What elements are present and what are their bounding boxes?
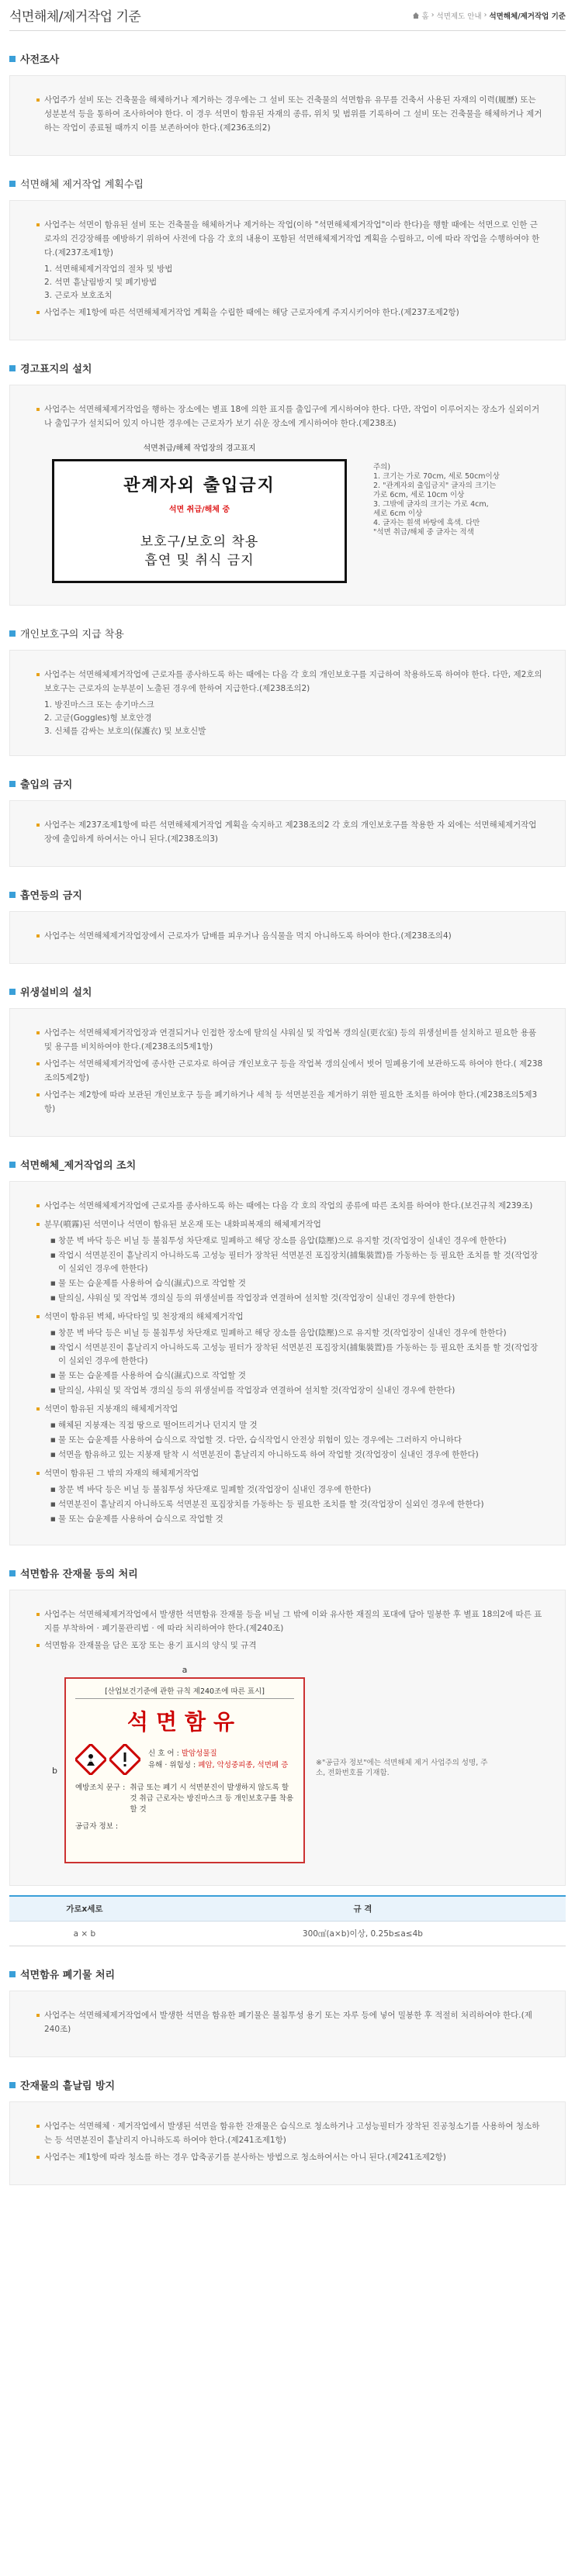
section-box bbox=[9, 911, 566, 964]
signal-value: 발암성물질 bbox=[181, 1749, 217, 1758]
dimension-a: a bbox=[182, 1665, 188, 1675]
section-title: 개인보호구의 지급 착용 bbox=[9, 626, 566, 641]
paragraph: 사업주는 제1항에 따라 청소를 하는 경우 압축공기를 분사하는 방법으로 청소하여서는 아니 된다.(제241조제2항) bbox=[36, 2150, 543, 2164]
section-box bbox=[9, 800, 566, 867]
work-group bbox=[36, 1466, 543, 1526]
harm-value: 폐암, 악성중피종, 석면폐 증 bbox=[198, 1761, 289, 1770]
warning-sign-figure bbox=[36, 441, 543, 583]
section-title: 흡연등의 금지 bbox=[9, 887, 566, 902]
section-box bbox=[9, 2101, 566, 2185]
list-item: 3. 신체를 감싸는 보호의(保護衣) 및 보호신발 bbox=[44, 727, 206, 736]
paragraph: 석면함유 잔재물을 담은 포장 또는 용기 표시의 양식 및 규격 bbox=[36, 1638, 543, 1652]
group-heading: 석면이 함유된 그 밖의 자재의 해체제거작업 bbox=[36, 1466, 543, 1480]
check-item: ■ 물 또는 습윤제를 사용하여 습식(濕式)으로 작업할 것 bbox=[36, 1277, 543, 1290]
paragraph: 사업주는 석면해체제거작업에 종사한 근로자로 하여금 개인보호구 등을 작업복 갱의실에서 벗어 밀폐용기에 보관하도록 하여야 한다.( 제238조의5제2항) bbox=[36, 1057, 543, 1085]
paragraph: 사업주는 석면이 함유된 설비 또는 건축물을 해체하거나 제거하는 작업(이하 "석면해체제거작업"이라 한다)을 행할 때에는 석면으로 인한 근로자의 건강장해를 예방하기 위하여 사전에 다음 각 호의 내용이 포함된 석면해체제거작업 계획을 수립하고, 이에 따라 작업을 수행하여야 한다.(제237조제1항) bbox=[36, 218, 543, 260]
paragraph: 사업주는 석면해체제거작업에서 발생한 석면함유 잔재물 등을 비닐 그 밖에 이와 유사한 재질의 포대에 담아 밀봉한 후 별표 18의2에 따른 표지를 부착하여 · 폐기물관리법 · 에 따라 처리하여야 한다.(제240조) bbox=[36, 1607, 543, 1635]
paragraph: 사업주는 제2항에 따라 보관된 개인보호구 등을 폐기하거나 세척 등 석면분진을 제거하기 위한 필요한 조치를 하여야 한다.(제238조의5제3항) bbox=[36, 1088, 543, 1116]
square-bullet-icon bbox=[9, 1570, 16, 1576]
section-box bbox=[9, 650, 566, 756]
check-item: ■ 작업시 석면분진이 흩날리지 아니하도록 고성능 필터가 장착된 석면분진 포집장치(捕集裝置)를 가동하는 등 필요한 조치를 할 것(작업장이 실외인 경우에 한한다) bbox=[36, 1249, 543, 1276]
signal-label: 신 호 어 : bbox=[148, 1749, 179, 1758]
sign-line-2: 석면 취급/해체 중 bbox=[168, 506, 230, 514]
table-header: 가로x세로 bbox=[9, 1896, 160, 1922]
home-icon[interactable] bbox=[412, 12, 420, 19]
sign-line-1: 관계자외 출입금지 bbox=[123, 476, 275, 496]
sign-notes: 주의) 1. 크기는 가로 70cm, 세로 50cm이상 2. "관계자외 출입금지" 글자의 크기는 가로 6cm, 세로 10cm 이상 3. 그밖에 글자의 크기는 가로 4cm, 세로 6cm 이상 4. 글자는 흰색 바탕에 흑색. 다만 "석면 취급/해체 중 글자는 적색 bbox=[373, 463, 500, 537]
breadcrumb-item[interactable]: 석면제도 안내 bbox=[436, 12, 482, 21]
dimension-b: b bbox=[52, 1765, 57, 1776]
square-bullet-icon bbox=[9, 781, 16, 787]
table-cell: 300㎠(a×b)이상, 0.25b≤a≤4b bbox=[160, 1922, 566, 1946]
square-bullet-icon bbox=[9, 989, 16, 995]
section-title: 출입의 금지 bbox=[9, 776, 566, 791]
check-item: ■ 해체된 지붕재는 직접 땅으로 떨어뜨리거나 던지지 말 것 bbox=[36, 1419, 543, 1432]
check-item: ■ 물 또는 습윤제를 사용하여 습식으로 작업할 것. 다만, 습식작업시 안전상 위험이 있는 경우에는 그러하지 아니하다 bbox=[36, 1434, 543, 1447]
check-item: ■ 창문 벽 바닥 등은 비닐 등 불침투성 차단재로 밀폐하고 해당 장소를 음압(陰壓)으로 유지할 것(작업장이 실내인 경우에 한한다) bbox=[36, 1327, 543, 1340]
section-box bbox=[9, 1991, 566, 2057]
breadcrumb-home[interactable]: 홈 bbox=[421, 12, 429, 21]
check-item: ■ 창문 벽 바닥 등은 비닐 등 불침투성 차단재로 밀폐할 것(작업장이 실내인 경우에 한한다) bbox=[36, 1483, 543, 1497]
group-heading: 분무(噴霧)된 석면이나 석면이 함유된 보온재 또는 내화피복재의 해체제거작업 bbox=[36, 1217, 543, 1231]
section-title: 잔재물의 흩날림 방지 bbox=[9, 2077, 566, 2092]
paragraph: 사업주가 설비 또는 건축물을 해체하거나 제거하는 경우에는 그 설비 또는 건축물의 석면함유 유무를 건축서 사용된 자재의 이력(履歷) 또는 성분분석 등을 통하여 조사하여야 한다. 이 경우 석면이 함유된 자재의 종류, 위치 및 범위를 기록하여 그 설비 또는 건축물을 해체하거나 제거하는 작업이 종료될 때까지 이를 보존하여야 한다.(제236조의2) bbox=[36, 93, 543, 135]
square-bullet-icon bbox=[9, 56, 16, 62]
asbestos-label-figure bbox=[52, 1665, 543, 1863]
section-box bbox=[9, 385, 566, 606]
square-bullet-icon bbox=[9, 181, 16, 187]
section-box bbox=[9, 200, 566, 340]
paragraph: 사업주는 석면해체제거작업을 행하는 장소에는 별표 18에 의한 표지를 출입구에 게시하여야 한다. 다만, 작업이 이루어지는 장소가 실외이거나 출입구가 설치되어 있지 아니한 경우에는 근로자가 보기 쉬운 장소에 게시하여야 한다.(제238조) bbox=[36, 402, 543, 430]
sign-line-4: 흡연 및 취식 금지 bbox=[144, 553, 255, 568]
section-title: 석면함유 잔재물 등의 처리 bbox=[9, 1566, 566, 1580]
table-row bbox=[9, 1922, 566, 1946]
sign-line-3: 보호구/보호의 착용 bbox=[140, 534, 259, 550]
paragraph: 사업주는 석면해체제거작업장과 연결되거나 인접한 장소에 탈의실 샤워실 및 작업복 갱의실(更衣室) 등의 위생설비를 설치하고 필요한 용품 및 용구를 비치하여야 한다.(제238조의5제1항) bbox=[36, 1026, 543, 1054]
square-bullet-icon bbox=[9, 2082, 16, 2088]
list-item: 2. 석면 흩날림방지 및 폐기방법 bbox=[44, 278, 158, 287]
supplier-label: 공급자 정보 : bbox=[75, 1822, 119, 1831]
sign-caption: 석면취급/해체 작업장의 경고표지 bbox=[143, 444, 256, 453]
label-note: ※"공급자 정보"에는 석면해체 제거 사업주의 성명, 주소, 전화번호를 기재함. bbox=[316, 1759, 488, 1777]
table-header: 규 격 bbox=[160, 1896, 566, 1922]
warn-label: 예방조치 문구 : bbox=[75, 1784, 126, 1792]
check-item: ■ 탈의실, 샤워실 및 작업복 갱의실 등의 위생설비를 작업장과 연결하여 설치할 것(작업장이 실내인 경우에 한한다) bbox=[36, 1292, 543, 1305]
breadcrumb-sep-icon: › bbox=[483, 11, 487, 19]
check-item: ■ 석면분진이 흩날리지 아니하도록 석면분진 포집장치를 가동하는 등 필요한 조치를 할 것(작업장이 실외인 경우에 한한다) bbox=[36, 1498, 543, 1511]
table-cell: a × b bbox=[9, 1922, 160, 1946]
section-title: 석면해체 제거작업 계획수립 bbox=[9, 176, 566, 191]
group-heading: 석면이 함유된 벽체, 바닥타일 및 천장재의 해체제거작업 bbox=[36, 1310, 543, 1324]
breadcrumb-sep-icon: › bbox=[431, 11, 435, 19]
paragraph: 사업주는 석면해체제거작업에서 발생한 석면을 함유한 폐기물은 불침투성 용기 또는 자루 등에 넣어 밀봉한 후 적절히 처리하여야 한다.(제240조) bbox=[36, 2008, 543, 2036]
section-title: 석면함유 폐기물 처리 bbox=[9, 1967, 566, 1981]
check-item: ■ 창문 벽 바닥 등은 비닐 등 불침투성 차단재로 밀폐하고 해당 장소를 음압(陰壓)으로 유지할 것(작업장이 실내인 경우에 한한다) bbox=[36, 1234, 543, 1248]
label-header: [산업보건기준에 관한 규칙 제240조에 따른 표시] bbox=[75, 1685, 294, 1699]
paragraph: 사업주는 석면해체제거작업에 근로자를 종사하도록 하는 때에는 다음 각 호의 개인보호구를 지급하여 착용하도록 하여야 한다. 다만, 제2호의 보호구는 근로자의 눈부분이 노출된 경우에 한하여 지급한다.(제238조의2) bbox=[36, 668, 543, 696]
paragraph: 사업주는 제1항에 따른 석면해체제거작업 계획을 수립한 때에는 해당 근로자에게 주지시키어야 한다.(제237조제2항) bbox=[36, 306, 543, 319]
list-item: 1. 방진마스크 또는 송기마스크 bbox=[44, 700, 154, 710]
spec-table bbox=[9, 1895, 566, 1946]
breadcrumb bbox=[412, 10, 566, 21]
list-item: 2. 고글(Goggles)형 보호안경 bbox=[44, 713, 152, 723]
section-title: 석면해체_제거작업의 조치 bbox=[9, 1157, 566, 1172]
section-box bbox=[9, 1181, 566, 1545]
section-box bbox=[9, 1590, 566, 1886]
square-bullet-icon bbox=[9, 1162, 16, 1168]
work-group bbox=[36, 1217, 543, 1305]
page-header bbox=[9, 0, 566, 31]
hazard-pictograms bbox=[75, 1744, 140, 1775]
label-main-text: 석면함유 bbox=[126, 1709, 243, 1735]
section-box bbox=[9, 75, 566, 156]
check-item: ■ 탈의실, 샤워실 및 작업복 갱의실 등의 위생설비를 작업장과 연결하여 설치할 것(작업장이 실내인 경우에 한한다) bbox=[36, 1384, 543, 1397]
asbestos-label bbox=[64, 1677, 305, 1863]
list-item: 1. 석면해체제거작업의 절차 및 방법 bbox=[44, 264, 173, 274]
warn-value: 취급 또는 폐기 시 석면분진이 발생하지 않도록 할 것 취급 근로자는 방진마스크 등 개인보호구를 착용할 것 bbox=[130, 1784, 294, 1814]
health-hazard-icon bbox=[75, 1744, 106, 1775]
section-title: 위생설비의 설치 bbox=[9, 984, 566, 999]
harm-label: 유해 · 위험성 : bbox=[148, 1761, 196, 1770]
section-title: 사전조사 bbox=[9, 51, 566, 66]
breadcrumb-current: 석면해체/제거작업 기준 bbox=[489, 12, 566, 21]
warning-sign bbox=[52, 459, 347, 583]
check-item: ■ 물 또는 습윤제를 사용하여 습식으로 작업할 것 bbox=[36, 1513, 543, 1526]
paragraph: 사업주는 석면해체제거작업장에서 근로자가 담배를 피우거나 음식물을 먹지 아니하도록 하여야 한다.(제238조의4) bbox=[36, 929, 543, 943]
paragraph: 사업주는 석면해체 · 제거작업에서 발생된 석면을 함유한 잔재물은 습식으로 청소하거나 고성능필터가 장착된 진공청소기를 사용하여 청소하는 등 석면분진이 흩날리지 아니하도록 하여야 한다.(제241조제1항) bbox=[36, 2119, 543, 2147]
square-bullet-icon bbox=[9, 365, 16, 371]
check-item: ■ 작업시 석면분진이 흩날리지 아니하도록 고성능 필터가 장착된 석면분진 포집장치(捕集裝置)를 가동하는 등 필요한 조치를 할 것(작업장이 실외인 경우에 한한다) bbox=[36, 1342, 543, 1368]
check-item: ■ 물 또는 습윤제를 사용하여 습식(濕式)으로 작업할 것 bbox=[36, 1369, 543, 1383]
square-bullet-icon bbox=[9, 630, 16, 637]
section-title: 경고표지의 설치 bbox=[9, 361, 566, 375]
page-title: 석면해체/제거작업 기준 bbox=[9, 9, 141, 25]
group-heading: 석면이 함유된 지붕재의 해체제거작업 bbox=[36, 1402, 543, 1416]
work-group bbox=[36, 1310, 543, 1397]
exclamation-hazard-icon bbox=[109, 1744, 140, 1775]
square-bullet-icon bbox=[9, 1971, 16, 1977]
work-group bbox=[36, 1402, 543, 1462]
section-box bbox=[9, 1008, 566, 1137]
paragraph: 사업주는 제237조제1항에 따른 석면해체제거작업 계획을 숙지하고 제238조의2 각 호의 개인보호구를 착용한 자 외에는 석면해체제거작업장에 출입하게 하여서는 아니 된다.(제238조의3) bbox=[36, 818, 543, 846]
check-item: ■ 석면을 함유하고 있는 지붕재 탈착 시 석면분진이 흩날리지 아니하도록 하여 작업할 것(작업장이 실내인 경우에 한한다) bbox=[36, 1449, 543, 1462]
paragraph: 사업주는 석면해체제거작업에 근로자를 종사하도록 하는 때에는 다음 각 호의 작업의 종류에 따른 조치를 하여야 한다.(보건규칙 제239조) bbox=[36, 1199, 543, 1213]
square-bullet-icon bbox=[9, 892, 16, 898]
list-item: 3. 근로자 보호조치 bbox=[44, 291, 113, 300]
